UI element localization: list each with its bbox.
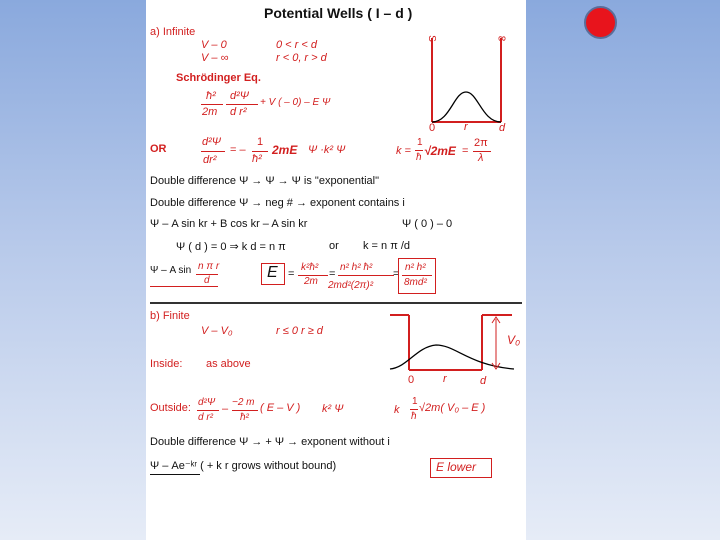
e-lower-text: E lower bbox=[436, 460, 477, 474]
e-frac2-bar bbox=[338, 275, 394, 276]
part-a-line-3: Ψ – A sin kr + B cos kr – A sin kr bbox=[150, 218, 308, 230]
psi-underline bbox=[150, 286, 218, 287]
e-frac2-num: n² h² ħ² bbox=[340, 262, 373, 273]
graph-a-xd: d bbox=[499, 122, 506, 134]
e-frac1-den: 2m bbox=[304, 276, 318, 287]
out-paren: ( E – V ) bbox=[260, 402, 301, 414]
sch-den-1: 2m bbox=[202, 106, 218, 118]
k-frac2-den: λ bbox=[478, 152, 484, 164]
or-eq: = – bbox=[230, 144, 246, 156]
out-frac-bar-2 bbox=[232, 410, 258, 411]
or-num: d²Ψ bbox=[202, 136, 221, 148]
out-den-2: ħ² bbox=[240, 412, 249, 423]
sch-num-1: ħ² bbox=[206, 90, 216, 102]
e-frac3-den: 8md² bbox=[404, 277, 427, 288]
e-frac1-num: k²ħ² bbox=[301, 262, 319, 273]
outside-label: Outside: bbox=[150, 402, 191, 414]
k-eq2: = bbox=[462, 145, 469, 157]
e-eq-1: = bbox=[288, 268, 295, 280]
or-frac-num: 1 bbox=[257, 136, 264, 148]
part-a-r-outside: r < 0, r > d bbox=[276, 52, 327, 64]
sch-frac-bar-2 bbox=[226, 104, 258, 105]
part-b-line-1: Double difference Ψ → + Ψ → exponent without i bbox=[150, 436, 390, 448]
graph-b-xd: d bbox=[480, 375, 487, 387]
section-divider bbox=[150, 302, 522, 304]
sch-frac-bar-1 bbox=[201, 104, 223, 105]
part-b-k-den: ħ bbox=[411, 411, 417, 422]
k-frac-num: 1 bbox=[417, 137, 423, 148]
graph-a-xr: r bbox=[464, 121, 468, 133]
part-a-line-1: Double difference Ψ → Ψ → Ψ is "exponential" bbox=[150, 175, 380, 187]
out-num-1: d²Ψ bbox=[198, 397, 216, 408]
sch-den-2: d r² bbox=[230, 106, 247, 118]
k-frac2-num: 2π bbox=[474, 137, 488, 149]
or-frac2-bar bbox=[252, 151, 268, 152]
part-b-r-eq: r ≤ 0 r ≥ d bbox=[276, 325, 323, 337]
part-b-k-label: k bbox=[394, 404, 400, 416]
part-a-line-3-right: Ψ ( 0 ) – 0 bbox=[402, 218, 453, 230]
out-frac-bar-1 bbox=[197, 410, 219, 411]
part-b-v-eq: V – V₀ bbox=[201, 325, 233, 337]
part-a-r-inside: 0 < r < d bbox=[276, 39, 317, 51]
part-a-line-2: Double difference Ψ → neg # → exponent contains i bbox=[150, 197, 405, 209]
graph-b-x0: 0 bbox=[408, 374, 415, 386]
infinite-symbol-right: 8 bbox=[495, 35, 507, 42]
out-den-1: d r² bbox=[198, 412, 213, 423]
k-eq: k = bbox=[396, 145, 411, 157]
infinite-symbol-left: S bbox=[425, 35, 437, 42]
e-frac3-bar bbox=[402, 275, 432, 276]
e-eq-3: = bbox=[393, 268, 400, 280]
part-b-line-2: Ψ – Ae⁻ᵏʳ ( + k r grows without bound) bbox=[150, 460, 337, 472]
schrodinger-label: Schrödinger Eq. bbox=[176, 72, 261, 84]
psi-frac-num: n π r bbox=[198, 261, 220, 272]
out-rest: k² Ψ bbox=[322, 403, 344, 415]
part-b-k-root: √2m( V₀ – E ) bbox=[419, 402, 486, 414]
part-b-k-num: 1 bbox=[412, 396, 418, 407]
slide-title: Potential Wells ( I – d ) bbox=[264, 5, 413, 21]
part-a-line-4-right: k = n π /d bbox=[363, 240, 411, 252]
part-a-v-inside: V – 0 bbox=[201, 39, 227, 51]
out-num-2: −2 m bbox=[232, 397, 255, 408]
inside-label: Inside: bbox=[150, 358, 183, 370]
or-2mE: 2mE bbox=[272, 143, 298, 157]
e-frac3-num: n² h² bbox=[405, 262, 426, 273]
or-label: OR bbox=[150, 143, 167, 155]
part-b-k-bar bbox=[410, 409, 418, 410]
or-frac-den: ħ² bbox=[252, 153, 262, 165]
part-a-heading: a) Infinite bbox=[150, 26, 196, 38]
finite-well-graph bbox=[386, 305, 526, 385]
sch-num-2: d²Ψ bbox=[230, 90, 249, 102]
e-frac2-den: 2md²(2π)² bbox=[328, 280, 374, 291]
part-b-heading: b) Finite bbox=[150, 310, 190, 322]
slide-page bbox=[146, 0, 526, 540]
or-rest: Ψ ·k² Ψ bbox=[308, 144, 346, 156]
part-a-line-4: Ψ ( d ) = 0 ⇒ k d = n π bbox=[176, 241, 286, 253]
out-eq: – bbox=[222, 403, 229, 415]
graph-b-xr: r bbox=[443, 373, 447, 385]
part-b-line-2-underline bbox=[150, 474, 200, 475]
inside-text: as above bbox=[206, 358, 251, 370]
k-root: √2mE bbox=[424, 144, 456, 158]
or-den: dr² bbox=[203, 154, 217, 166]
v0-label: V₀ bbox=[507, 333, 521, 347]
k-frac-bar bbox=[415, 150, 423, 151]
part-a-v-outside: V – ∞ bbox=[201, 52, 229, 64]
or-frac-bar bbox=[201, 151, 225, 152]
record-button[interactable] bbox=[584, 6, 617, 39]
e-eq-2: = bbox=[329, 268, 336, 280]
graph-a-x0: 0 bbox=[429, 122, 436, 134]
k-frac-den: ħ bbox=[416, 152, 422, 163]
psi-solution: Ψ – A sin bbox=[150, 265, 192, 276]
psi-frac-den: d bbox=[204, 275, 210, 286]
e-symbol: E bbox=[267, 264, 278, 281]
sch-rest: + V ( – 0) – E Ψ bbox=[260, 97, 331, 108]
part-a-line-4-or: or bbox=[329, 240, 339, 252]
